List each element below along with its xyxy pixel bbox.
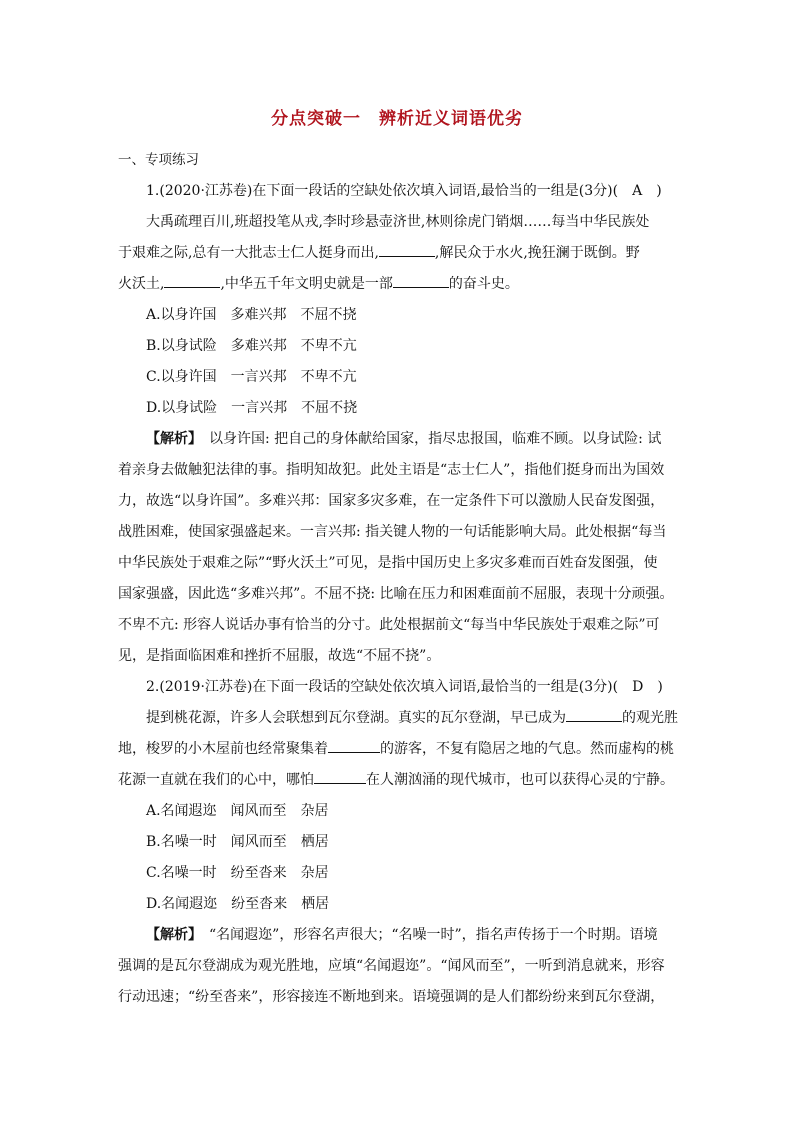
q1-p2b: ,解民众于水火,挽狂澜于既倒。野 (434, 245, 640, 261)
q2-analysis-line-1 (118, 920, 678, 951)
q1-option-b: B.以身试险 多难兴邦 不卑不亢 (146, 338, 357, 354)
q2-analysis-text-1: “名闻遐迩”，形容名声很大；“名噪一时”，指名声传扬于一个时期。语境 (195, 927, 658, 943)
document-body (118, 145, 678, 1013)
q1-analysis-line-4: 战胜困难，使国家强盛起来。一言兴邦: 指关键人物的一句话能影响大局。此处根据“每当 (118, 524, 667, 540)
q1-analysis-line-1 (118, 424, 678, 455)
q1-p3a: 火沃土, (118, 276, 165, 292)
q1-option-a: A.以身许国 多难兴邦 不屈不挠 (146, 307, 357, 323)
section-heading: 一、专项练习 (118, 152, 199, 168)
q2-passage-line-3 (118, 765, 678, 796)
q2-p3b: 在人潮汹涌的现代城市，也可以获得心灵的宁静。 (366, 772, 674, 788)
q1-analysis-line-6: 国家强盛，因此选“多难兴邦”。不屈不挠: 比喻在压力和困难面前不屈服，表现十分顽强。 (118, 586, 674, 602)
q1-analysis-line-5: 中华民族处于艰难之际”“野火沃土”可见，是指中国历史上多灾多难而百姓奋发图强，使 (118, 555, 658, 571)
q2-stem: 2.(2019·江苏卷)在下面一段话的空缺处依次填入词语,最恰当的一组是(3分)( D ) (146, 679, 663, 695)
q2-blank-3 (314, 769, 366, 784)
q2-blank-2 (328, 738, 380, 753)
q1-analysis-line-3: 力，故选“以身许国”。多难兴邦：国家多灾多难，在一定条件下可以激励人民奋发图强， (118, 493, 665, 509)
q2-blank-1 (566, 707, 622, 722)
q2-option-a: A.名闻遐迩 闻风而至 杂居 (146, 803, 329, 819)
q1-analysis-label: 【解析】 (146, 431, 195, 447)
q1-passage-line-2 (118, 238, 678, 269)
q1-passage-line-1: 大禹疏理百川,班超投笔从戎,李时珍悬壶济世,林则徐虎门销烟……每当中华民族处 (146, 214, 650, 230)
q2-passage-line-2 (118, 734, 678, 765)
q1-blank-3 (393, 273, 449, 288)
q1-p3c: 的奋斗史。 (448, 276, 519, 292)
q1-blank-2 (164, 273, 220, 288)
q2-option-d: D.名闻遐迩 纷至沓来 栖居 (146, 896, 330, 912)
q1-analysis-line-2: 着亲身去做触犯法律的事。指明知故犯。此处主语是“志士仁人”，指他们挺身而出为国效 (118, 462, 665, 478)
q1-analysis-line-7: 不卑不亢: 形容人说话办事有恰当的分寸。此处根据前文“每当中华民族处于艰难之际”可 (118, 617, 660, 633)
q2-p3a: 花源一直就在我们的心中，哪怕 (118, 772, 314, 788)
q1-passage-line-3 (118, 269, 678, 300)
q2-analysis-line-2: 强调的是瓦尔登湖成为观光胜地，应填“名闻遐迩”。“闻风而至”，一听到消息就来，形容 (118, 958, 665, 974)
q1-stem: 1.(2020·江苏卷)在下面一段话的空缺处依次填入词语,最恰当的一组是(3分)( A ) (146, 183, 662, 199)
q1-analysis-text-1: 以身许国: 把自己的身体献给国家，指尽忠报国，临难不顾。以身试险: 试 (195, 431, 662, 447)
q1-p2a: 于艰难之际,总有一大批志士仁人挺身而出, (118, 245, 379, 261)
q2-option-b: B.名噪一时 闻风而至 栖居 (146, 834, 329, 850)
q2-option-c: C.名噪一时 纷至沓来 杂居 (146, 865, 329, 881)
q1-option-d: D.以身试险 一言兴邦 不屈不挠 (146, 400, 358, 416)
q1-option-c: C.以身许国 一言兴邦 不卑不亢 (146, 369, 357, 385)
q2-p2a: 地，梭罗的小木屋前也经常聚集着 (118, 741, 328, 757)
q2-p2b: 的游客，不复有隐居之地的气息。然而虚构的桃 (380, 741, 674, 757)
q1-analysis-line-8: 见，是指面临困难和挫折不屈服，故选“不屈不挠”。 (118, 648, 441, 664)
q1-p3b: ,中华五千年文明史就是一部 (220, 276, 393, 292)
q1-blank-1 (379, 242, 435, 257)
q2-p1b: 的观光胜 (622, 710, 678, 726)
q2-analysis-line-3: 行动迅速；“纷至沓来”，形容接连不断地到来。语境强调的是人们都纷纷来到瓦尔登湖， (118, 989, 665, 1005)
q2-analysis-label: 【解析】 (146, 927, 195, 943)
q2-p1a: 提到桃花源，许多人会联想到瓦尔登湖。真实的瓦尔登湖，早已成为 (146, 710, 566, 726)
page-title: 分点突破一 辨析近义词语优劣 (271, 109, 523, 129)
q2-passage-line-1 (118, 703, 678, 734)
